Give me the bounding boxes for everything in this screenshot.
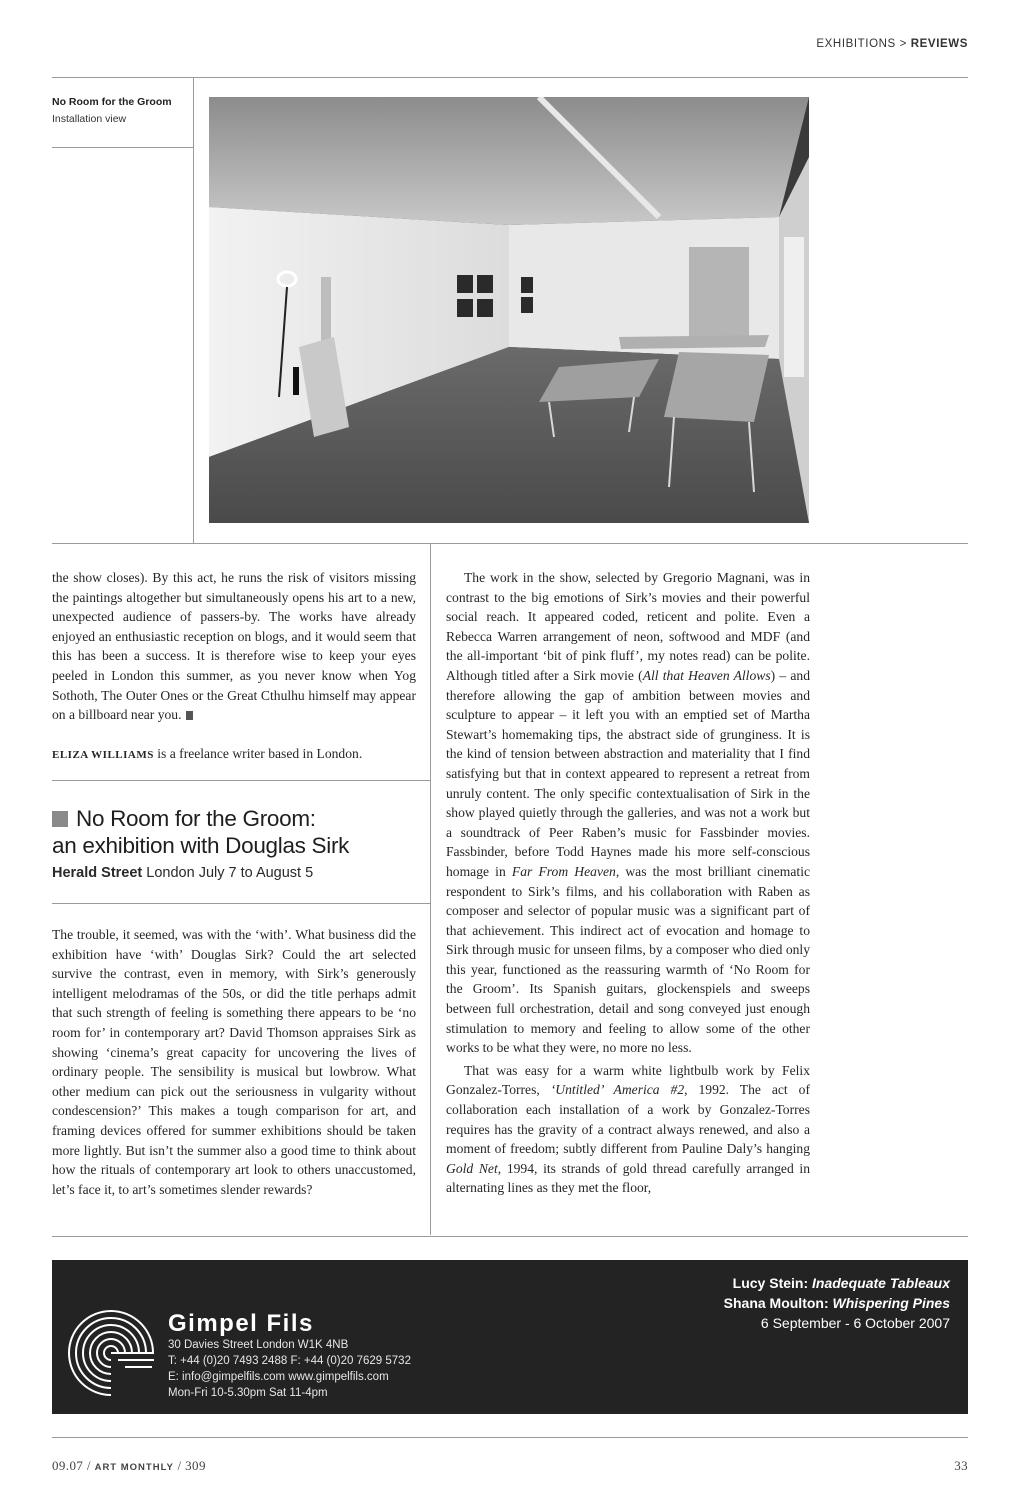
ad-show-title-2: Whispering Pines — [832, 1295, 950, 1311]
ad-show-2 — [724, 1295, 950, 1311]
artwork-title-gold-net: Gold Net — [446, 1160, 498, 1176]
review-para1-text: The trouble, it seemed, was with the ‘with’. What business did the exhibition have ‘with’ Douglas Sirk? Could the art selected survive the contrast, even in memory, with Sirk’s generously intelligent melodramas of the 50s, or did the title perhaps admit that such strength of feeling is something there appears to be ‘no room for’ in contemporary art? David Thomson appraises Sirk as showing ‘cinema’s great capacity for uncovering the lives of ordinary people. The sensibility is musical but lowbrow. What other medium can pick out the seriousness in vulgarity without condescension?’ This makes a tough comparison for art, and framing devices offered for summer exhibitions should be taken more lightly. But isn’t the summer also a good time to think about how the rituals of contemporary art look to others unaccustomed, let’s face it, to art’s sometimes slender rewards? — [52, 927, 416, 1197]
section-square-icon — [52, 811, 68, 827]
ad-dates: 6 September - 6 October 2007 — [760, 1315, 950, 1331]
ad-show-title-1: Inadequate Tableaux — [812, 1275, 950, 1291]
ad-show-1 — [733, 1275, 950, 1291]
venue-name: Herald Street — [52, 865, 143, 881]
section-header — [816, 38, 968, 50]
footer-issue — [52, 1458, 206, 1474]
caption-title: No Room for the Groom — [52, 96, 172, 108]
ad-artist-1: Lucy Stein: — [732, 1275, 813, 1291]
author-credit — [52, 744, 416, 766]
continuation-text: the show closes). By this act, he runs the risk of visitors missing the paintings altogether but simultaneously opens his art to a new, unexpected audience of passers-by. The works have already enjoyed an enthusiastic reception on blogs, and it would seem that this has been a success. It is therefore wise to keep your eyes peeled in London this summer, as you never know when Yog Sothoth, The Outer Ones or the Great Cthulhu himself may appear on a billboard near you. — [52, 570, 416, 723]
caption-divider — [193, 78, 194, 544]
installation-photo — [209, 97, 809, 523]
artwork-title-untitled-america: ‘Untitled’ America #2 — [550, 1082, 685, 1098]
section-separator: > — [899, 38, 907, 50]
section-label: EXHIBITIONS — [816, 38, 896, 50]
left-column-continuation — [52, 568, 416, 725]
author-name: ELIZA WILLIAMS — [52, 749, 154, 761]
gallery-email: E: info@gimpelfils.com www.gimpelfils.com — [168, 1371, 389, 1383]
footer-issue-number: / 309 — [177, 1458, 206, 1473]
author-bio: is a freelance writer based in London. — [157, 746, 363, 761]
review-title-line2: an exhibition with Douglas Sirk — [52, 833, 350, 858]
footer-date: 09.07 / — [52, 1458, 91, 1473]
footer-rule — [52, 1437, 968, 1438]
column-divider — [430, 543, 431, 1235]
caption-subtitle: Installation view — [52, 113, 127, 125]
page-number: 33 — [954, 1458, 968, 1473]
right-para-1 — [446, 568, 810, 1058]
right-para2-part-c: , 1994, its strands of gold thread carefully arranged in alternating lines as they met the floor, — [446, 1160, 810, 1196]
heading-rule — [52, 903, 430, 904]
gallery-name: Gimpel Fils — [168, 1310, 314, 1337]
subsection-label: REVIEWS — [910, 38, 968, 50]
right-para2-part-a: That was easy for a warm white lightbulb work by Felix Gonzalez-Torres, — [446, 1062, 810, 1098]
right-para-2 — [446, 1061, 810, 1198]
ad-artist-2: Shana Moulton: — [723, 1295, 833, 1311]
gimpel-fils-logo-icon — [66, 1308, 156, 1403]
gallery-address: 30 Davies Street London W1K 4NB — [168, 1339, 349, 1351]
caption-rule — [52, 147, 194, 148]
review-title — [52, 805, 349, 859]
article-rule — [52, 780, 430, 781]
section-rule — [52, 543, 968, 544]
film-title-all-that-heaven-allows: All that Heaven Allows — [642, 667, 771, 683]
gallery-phone: T: +44 (0)20 7493 2488 F: +44 (0)20 7629 5732 — [168, 1355, 411, 1367]
right-para1-part-a: The work in the show, selected by Gregorio Magnani, was in contrast to the big emotions of Sirk’s movies and their powerful social reach. It appeared coded, reticent and polite. Even a Rebecca Warren arrangement of neon, softwood and MDF (and the all-important ‘bit of pink fluff’, my notes read) can be polite. Although titled after a Sirk movie ( — [446, 570, 810, 683]
footer-magazine: ART MONTHLY — [94, 1462, 174, 1473]
review-title-line1: No Room for the Groom: — [76, 806, 316, 831]
film-title-far-from-heaven: Far From Heaven — [511, 863, 616, 879]
review-venue — [52, 865, 313, 881]
venue-place-dates: London July 7 to August 5 — [146, 865, 314, 881]
ad-top-rule — [52, 1236, 968, 1237]
header-rule — [52, 77, 968, 78]
right-column — [446, 568, 810, 1198]
gallery-hours: Mon-Fri 10-5.30pm Sat 11-4pm — [168, 1387, 328, 1399]
right-para1-part-c: , was the most brilliant cinematic respondent to Sirk’s films, and his collaboration with Raben as composer and selector of popular music was a significant part of that achievement. This indirect act of evocation and homage to Sirk through music for unseen films, by a composer who died only this year, functioned as the reassuring warmth of ‘No Room for the Groom’. Its Spanish guitars, glockenspiels and sweeps between full orchestration, detail and song conveyed just enough stimulation to memory and feeling to allow some of the other works to be what they were, no more no less. — [446, 863, 811, 1056]
right-para2-part-b: , 1992. The act of collaboration each installation of a work by Gonzalez-Torres requires has the gravity of a contract always renewed, and also a moment of freedom; subtly different from Pauline Daly’s hanging — [446, 1082, 810, 1157]
right-para1-part-b: ) – and therefore allowing the gap of ambition between movies and sculpture to appear – it left you with an emptied set of Martha Stewart’s homemaking tips, the abstract side of grunginess. It is the kind of tension between abstraction and materiality that I find satisfying but that in context appeared to represent a retreat from unruly content. The only specific contextualisation of Sirk in the show played quietly through the galleries, and was not a work but a soundtrack of Peer Raben’s music for Fassbinder movies. Fassbinder, before Todd Haynes made his more self-conscious homage in — [446, 667, 811, 879]
end-mark-icon — [186, 711, 193, 720]
review-paragraph-1 — [52, 925, 416, 1199]
